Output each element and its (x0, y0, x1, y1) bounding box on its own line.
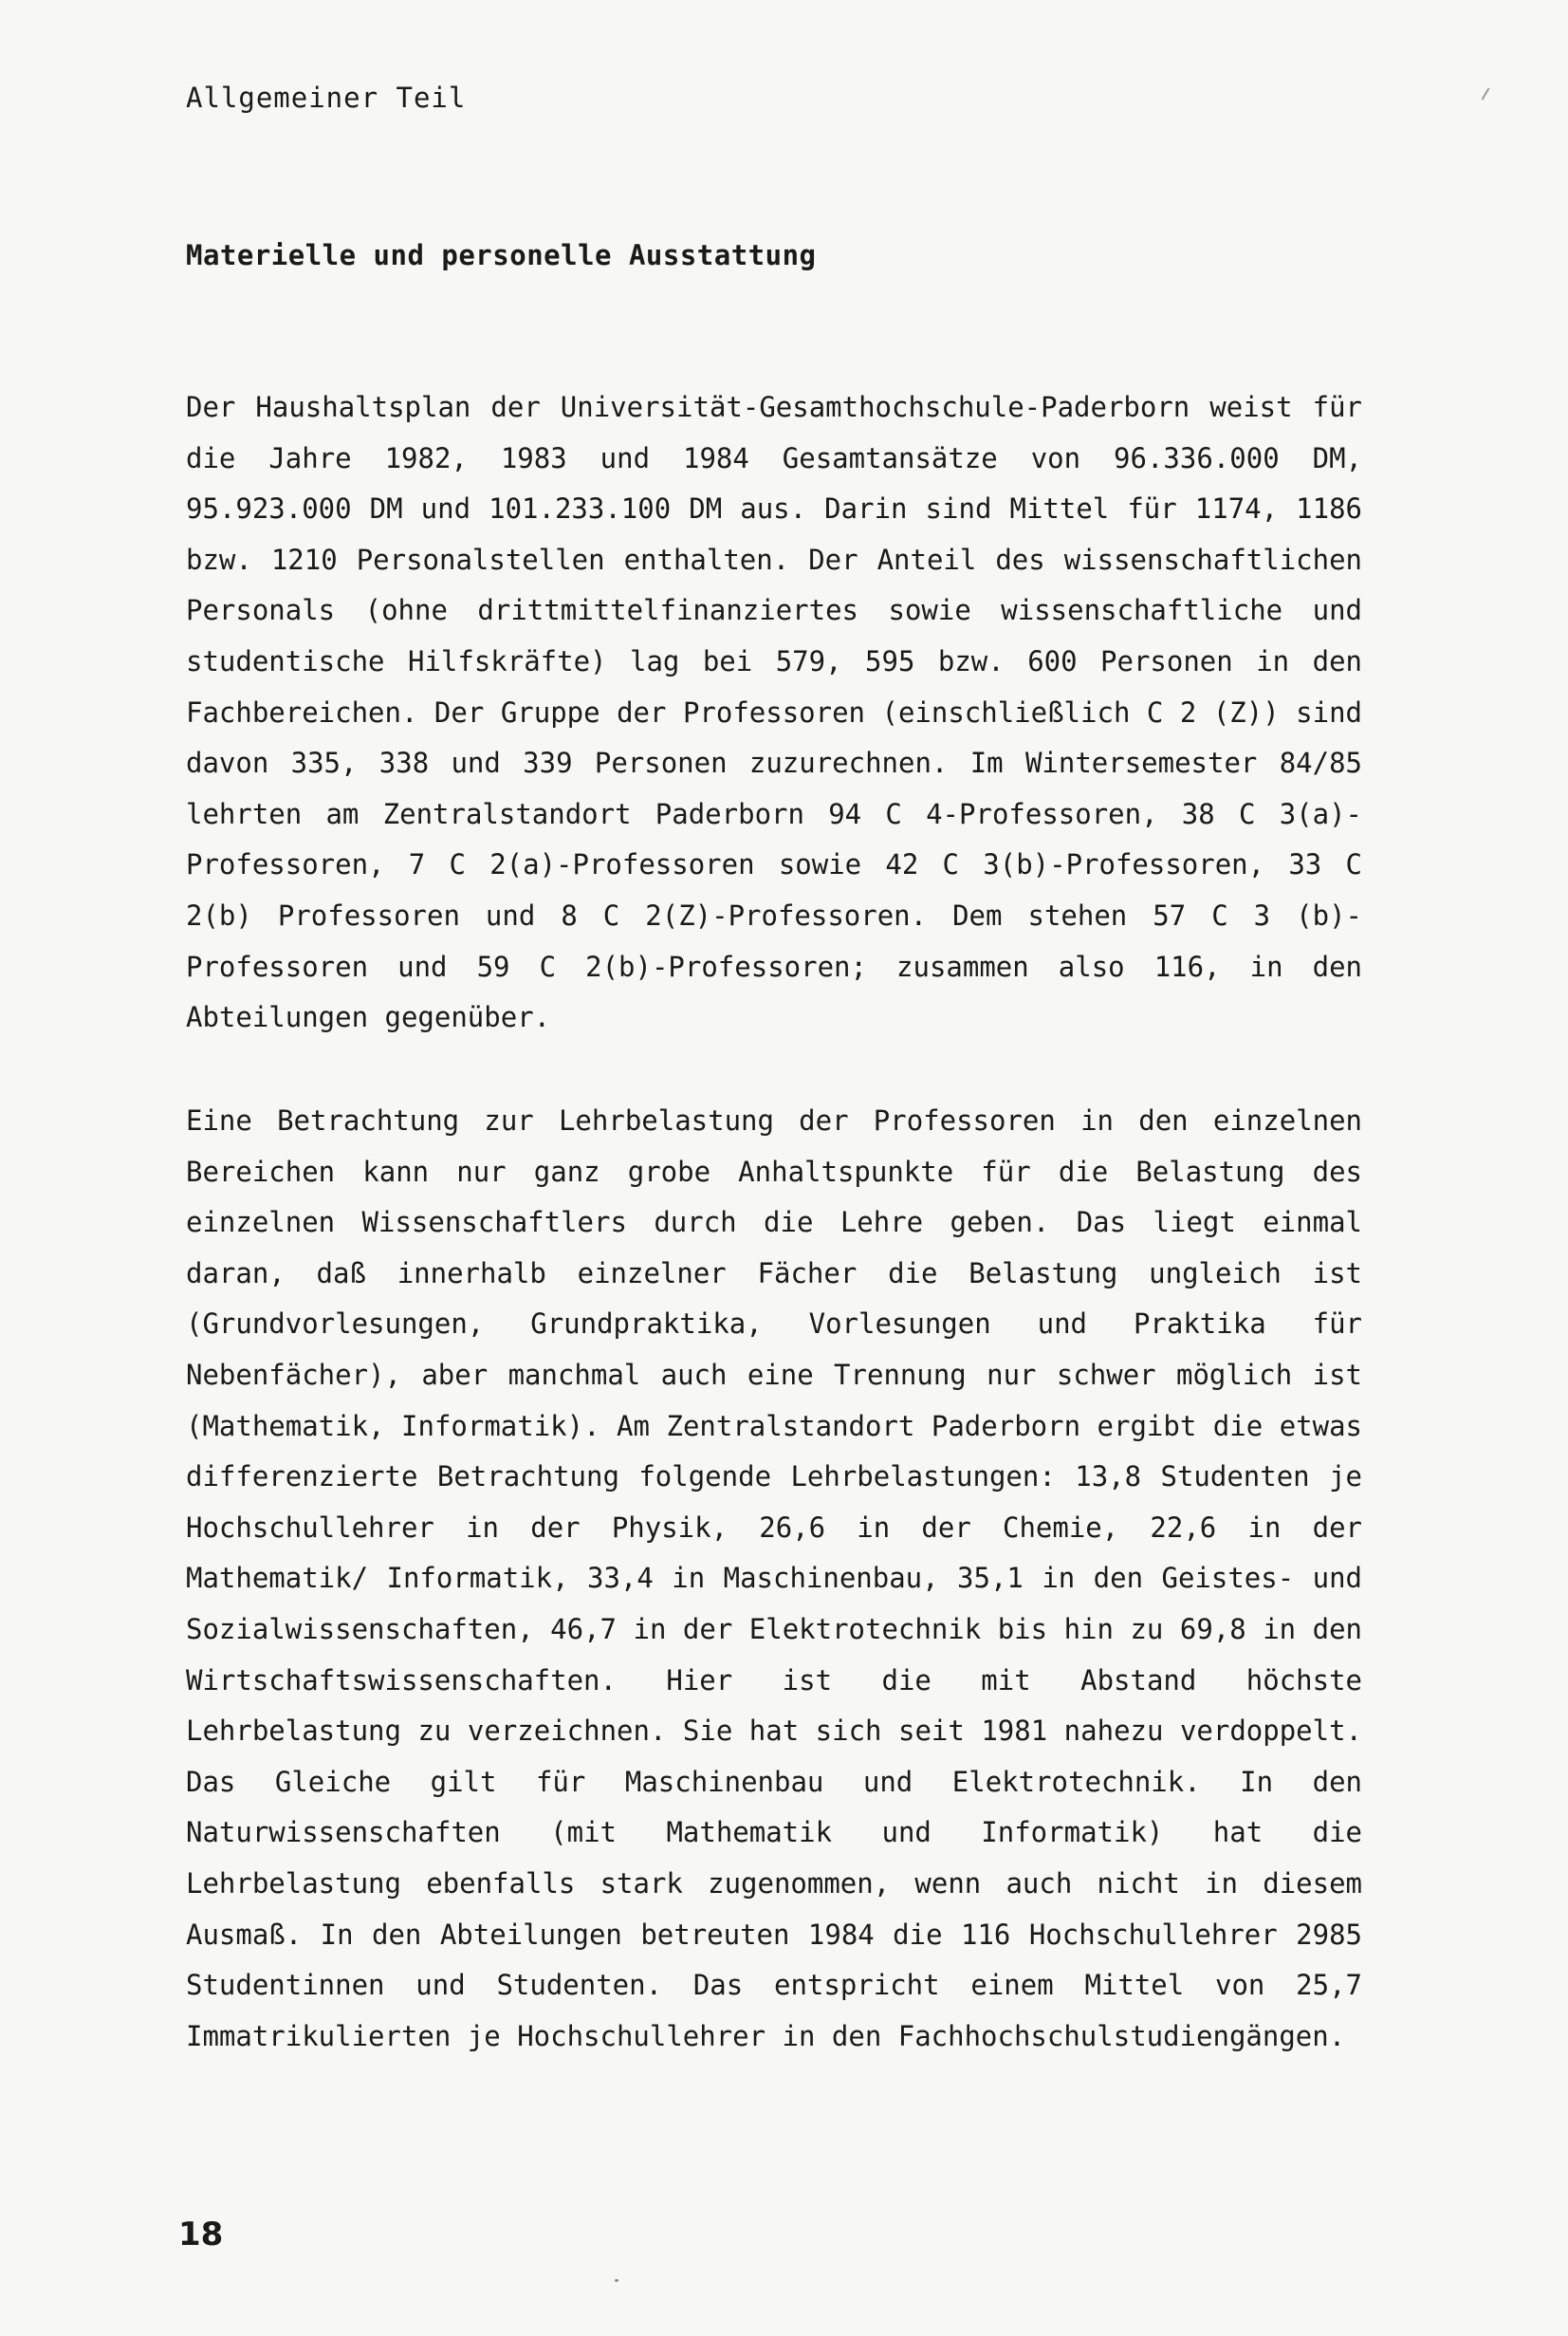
paragraph-budget-staff: Der Haushaltsplan der Universität-Gesamthochschule-Paderborn weist für die Jahre 1982, 1983 und 1984 Gesamtansätze von 96.336.000 DM, 95.923.000 DM und 101.233.100 DM aus. Darin sind Mittel für 1174, 1186 bzw. 1210 Personalstellen enthalten. Der Anteil des wissenschaftlichen Personals (ohne drittmittelfinanziertes sowie wissenschaftliche und studentische Hilfskräfte) lag bei 579, 595 bzw. 600 Personen in den Fachbereichen. Der Gruppe der Professoren (einschließlich C 2 (Z)) sind davon 335, 338 und 339 Personen zuzurechnen. Im Wintersemester 84/85 lehrten am Zentralstandort Paderborn 94 C 4-Professoren, 38 C 3(a)-Professoren, 7 C 2(a)-Professoren sowie 42 C 3(b)-Professoren, 33 C 2(b) Professoren und 8 C 2(Z)-Professoren. Dem stehen 57 C 3 (b)-Professoren und 59 C 2(b)-Professoren; zusammen also 116, in den Abteilungen gegenüber. (186, 391, 1362, 1034)
section-title: Materielle und personelle Ausstattung (186, 239, 817, 271)
scan-speck (615, 2279, 618, 2282)
paragraph-teaching-load: Eine Betrachtung zur Lehrbelastung der Professoren in den einzelnen Bereichen kann nur ganz grobe Anhaltspunkte für die Belastung des einzelnen Wissenschaftlers durch die Lehre geben. Das liegt einmal daran, daß innerhalb einzelner Fächer die Belastung ungleich ist (Grundvorlesungen, Grundpraktika, Vorlesungen und Praktika für Nebenfächer), aber manchmal auch eine Trennung nur schwer möglich ist (Mathematik, Informatik). Am Zentralstandort Paderborn ergibt die etwas differenzierte Betrachtung folgende Lehrbelastungen: 13,8 Studenten je Hochschullehrer in der Physik, 26,6 in der Chemie, 22,6 in der Mathematik/ Informatik, 33,4 in Maschinenbau, 35,1 in den Geistes- und Sozialwissenschaften, 46,7 in der Elektrotechnik bis hin zu 69,8 in den Wirtschaftswissenschaften. Hier ist die mit Abstand höchste Lehrbelastung zu verzeichnen. Sie hat sich seit 1981 nahezu verdoppelt. Das Gleiche gilt für Maschinenbau und Elektrotechnik. In den Naturwissenschaften (mit Mathematik und Informatik) hat die Lehrbelastung ebenfalls stark zugenommen, wenn auch nicht in diesem Ausmaß. In den Abteilungen betreuten 1984 die 116 Hochschullehrer 2985 Studentinnen und Studenten. Das entspricht einem Mittel von 25,7 Immatrikulierten je Hochschullehrer in den Fachhochschulstudiengängen. (186, 1104, 1362, 2052)
page-number: 18 (178, 2215, 224, 2253)
scan-mark (1482, 87, 1490, 100)
running-header: Allgemeiner Teil (186, 82, 467, 114)
